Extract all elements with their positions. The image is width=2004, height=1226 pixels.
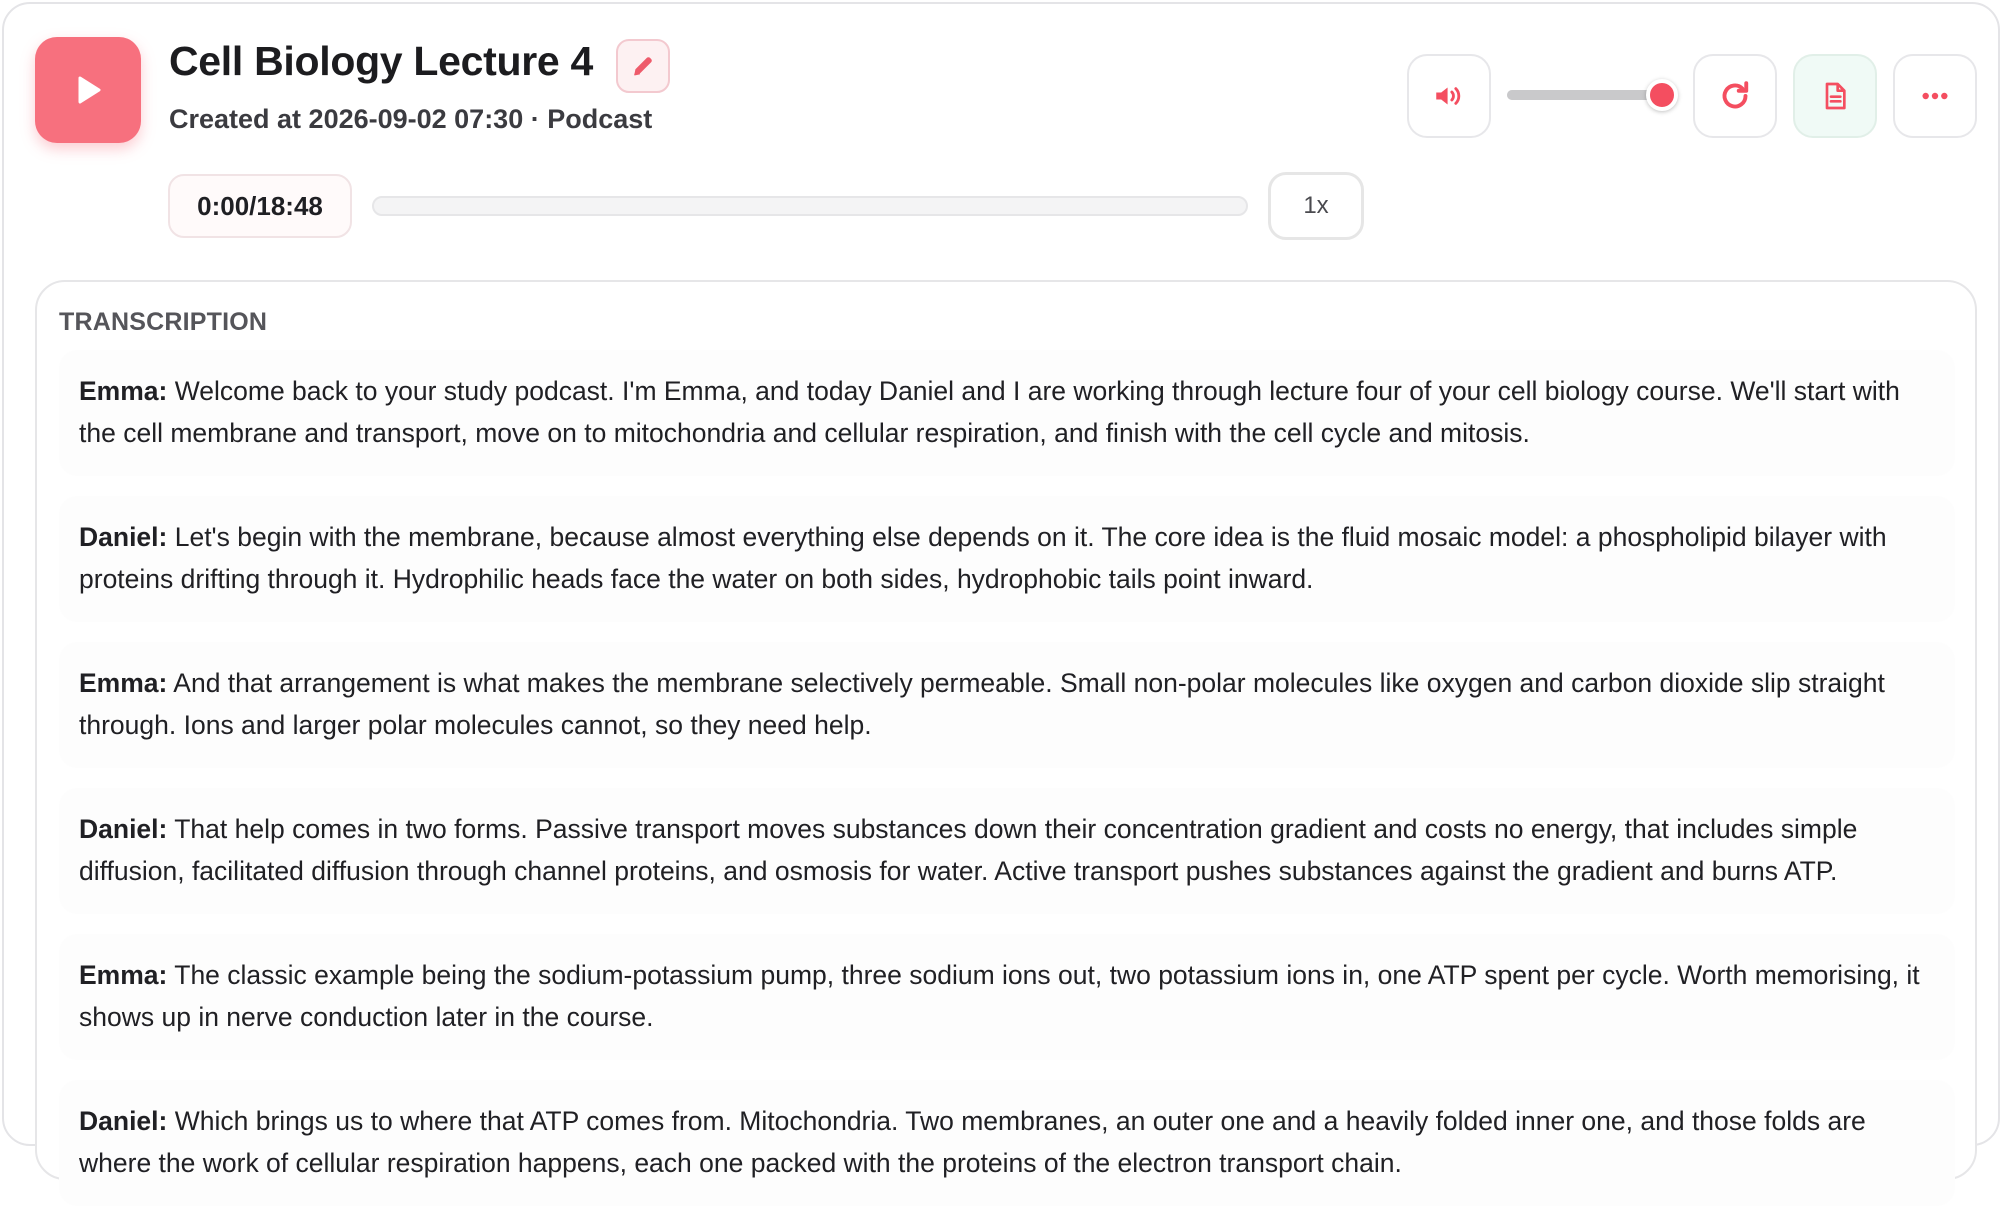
transcript-entry: [59, 1080, 1955, 1206]
transcript-text: The classic example being the sodium-potassium pump, three sodium ions out, two potassium ions in, one ATP spent per cycle. Worth memorising, it shows up in nerve conduction later in the course.: [79, 960, 1920, 1032]
transcript-text: Which brings us to where that ATP comes from. Mitochondria. Two membranes, an outer one and a heavily folded inner one, and those folds are where the work of cellular respiration happens, each one packed with the proteins of the electron transport chain.: [79, 1106, 1866, 1178]
transcription-panel: [35, 280, 1977, 1180]
episode-title: Cell Biology Lecture 4: [169, 38, 594, 84]
transcript-text: That help comes in two forms. Passive transport moves substances down their concentration gradient and costs no energy, that includes simple diffusion, facilitated diffusion through channel proteins, and osmosis for water. Active transport pushes substances against the gradient and burns ATP.: [79, 814, 1858, 886]
transcript-text: Let's begin with the membrane, because almost everything else depends on it. The core idea is the fluid mosaic model: a phospholipid bilayer with proteins drifting through it. Hydrophilic heads face the water on both sides, hydrophobic tails point inward.: [79, 522, 1887, 594]
transcript-document-button[interactable]: [1793, 54, 1877, 138]
edit-title-button[interactable]: [616, 39, 670, 93]
transcript-entry: [59, 788, 1955, 914]
more-options-button[interactable]: [1893, 54, 1977, 138]
speaker-name: Emma:: [79, 668, 168, 698]
transcript-text: Welcome back to your study podcast. I'm Emma, and today Daniel and I are working through lecture four of your cell biology course. We'll start with the cell membrane and transport, move on to mitochondria and cellular respiration, and finish with the cell cycle and mitosis.: [79, 376, 1900, 448]
transcript-list: [59, 350, 1955, 1226]
document-icon: [1819, 80, 1851, 112]
volume-slider-thumb[interactable]: [1646, 79, 1678, 111]
play-button[interactable]: [35, 37, 141, 143]
playback-time: 0:00/18:48: [168, 174, 352, 238]
more-horizontal-icon: [1919, 80, 1951, 112]
volume-button[interactable]: [1407, 54, 1491, 138]
speaker-name: Daniel:: [79, 814, 168, 844]
playback-speed-button[interactable]: 1x: [1268, 172, 1364, 240]
transcription-heading: TRANSCRIPTION: [59, 308, 268, 336]
speaker-name: Daniel:: [79, 1106, 168, 1136]
speaker-volume-icon: [1432, 79, 1466, 113]
podcast-player-card: [2, 2, 2000, 1178]
episode-meta: Created at 2026-09-02 07:30 · Podcast: [169, 104, 653, 134]
replay-button[interactable]: [1693, 54, 1777, 138]
transcript-entry: [59, 496, 1955, 622]
transcript-entry: [59, 642, 1955, 768]
speaker-name: Daniel:: [79, 522, 168, 552]
volume-slider-fill: [1507, 90, 1662, 100]
pencil-icon: [630, 53, 656, 79]
play-icon: [71, 73, 105, 107]
transcript-text: And that arrangement is what makes the membrane selectively permeable. Small non-polar molecules like oxygen and carbon dioxide slip straight through. Ions and larger polar molecules cannot, so they need help.: [79, 668, 1885, 740]
transcript-entry: [59, 934, 1955, 1060]
transcript-entry: [59, 350, 1955, 476]
rotate-clockwise-icon: [1717, 78, 1753, 114]
playback-progress-bar[interactable]: [372, 196, 1248, 216]
volume-slider[interactable]: [1507, 90, 1662, 100]
speaker-name: Emma:: [79, 960, 168, 990]
speaker-name: Emma:: [79, 376, 168, 406]
